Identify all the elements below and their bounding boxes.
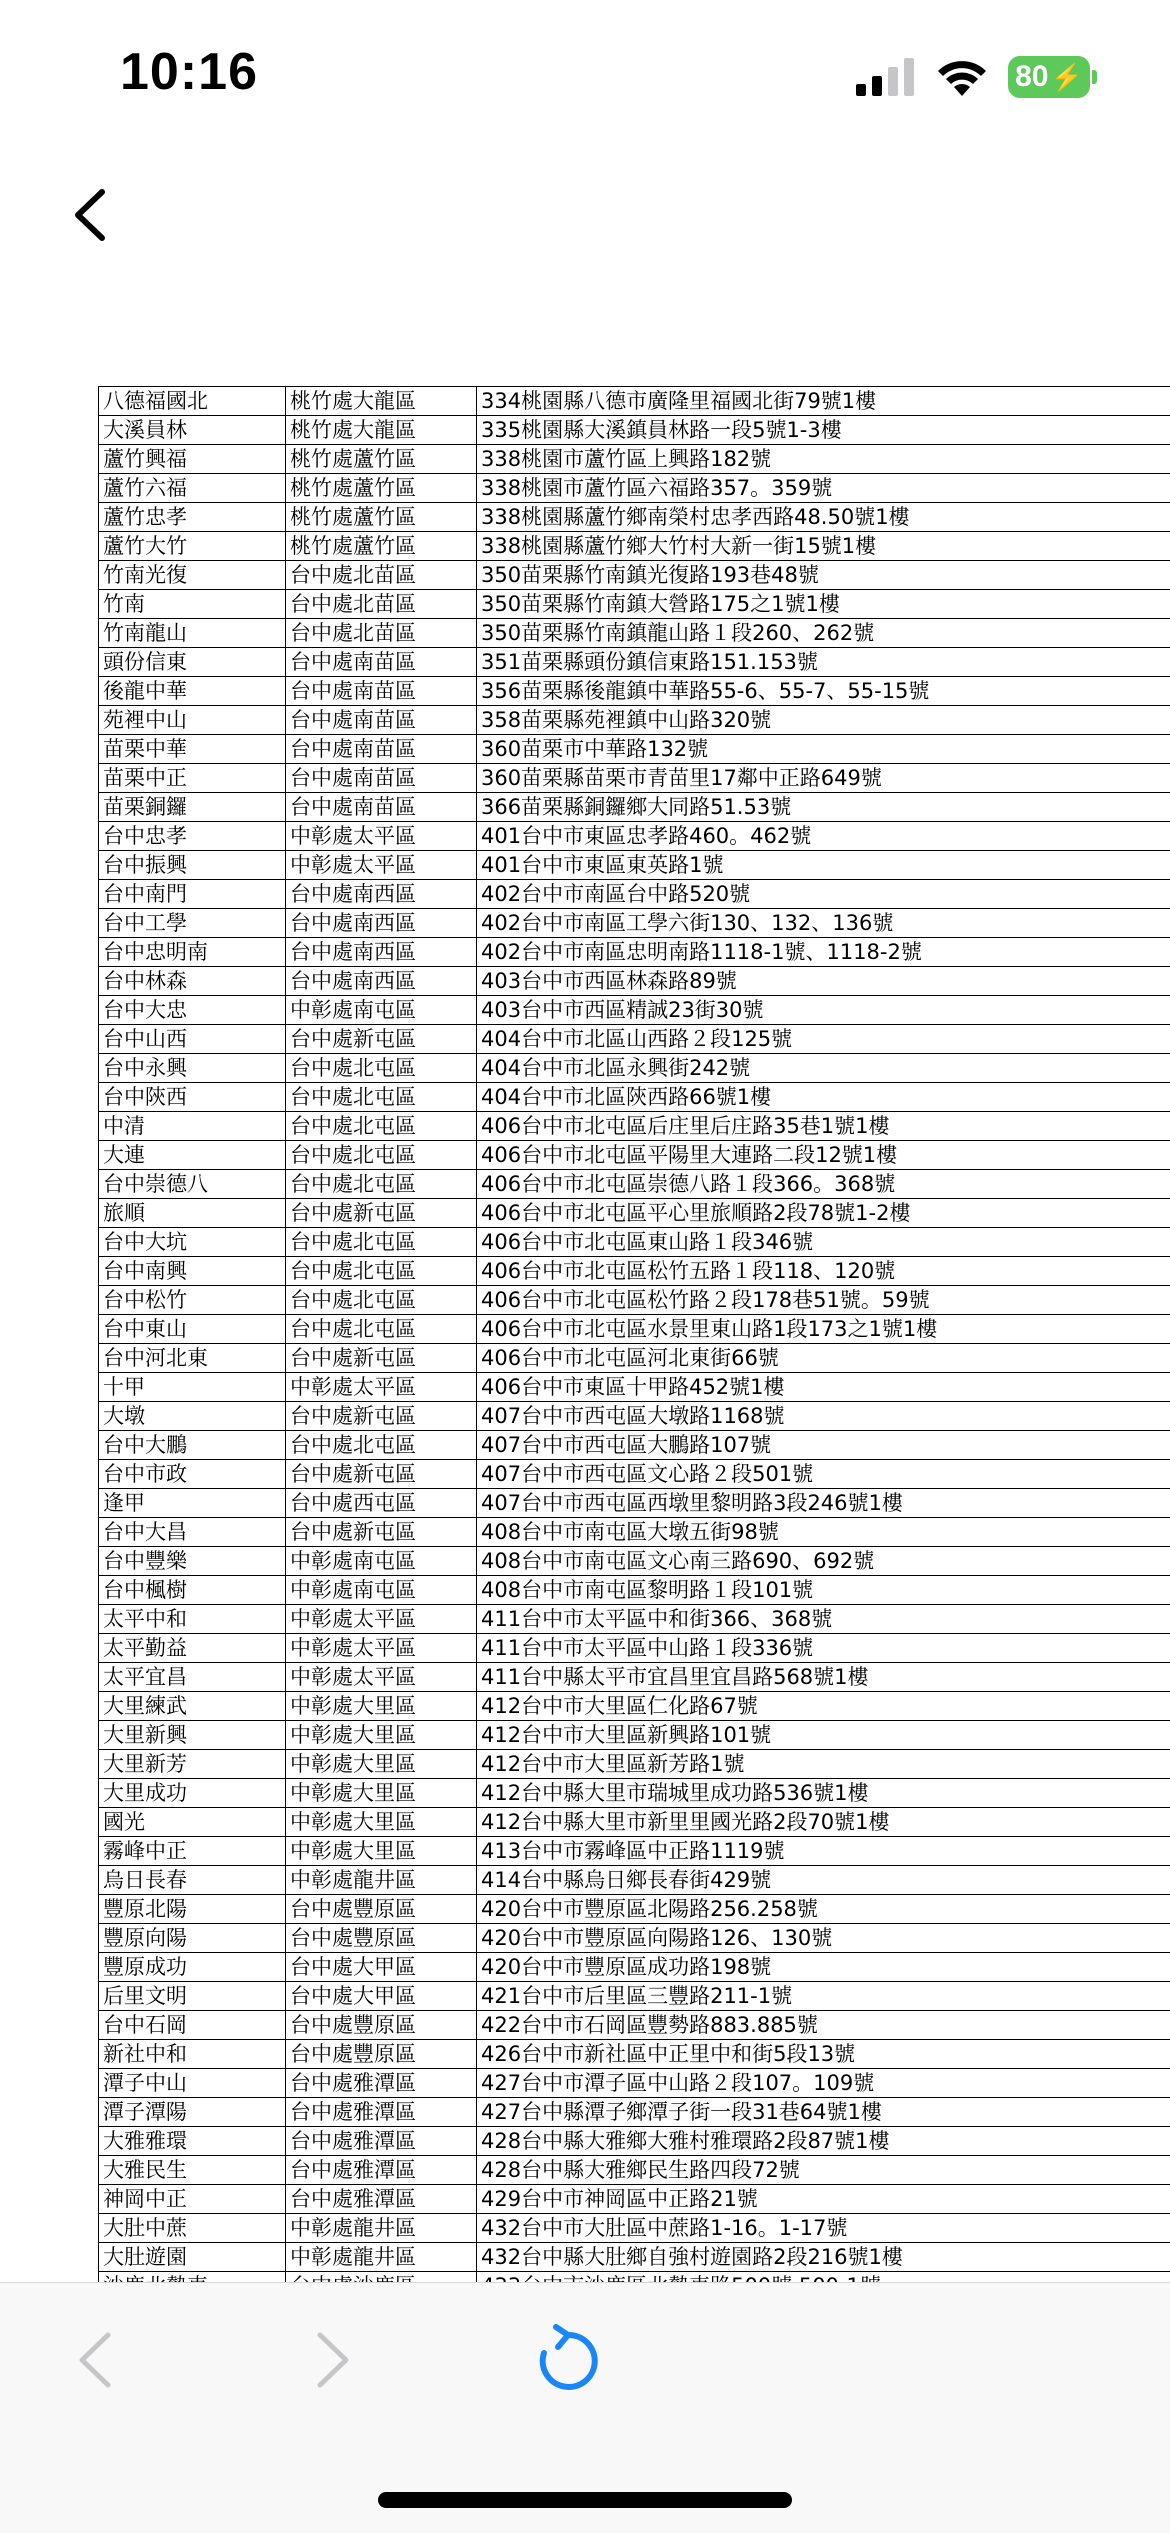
address-cell: 420台中市豐原區成功路198號	[477, 1953, 1170, 1982]
region-cell: 台中處北屯區	[286, 1170, 477, 1199]
table-row	[99, 1373, 1170, 1402]
table-row	[99, 1779, 1170, 1808]
region-cell: 台中處北屯區	[286, 1112, 477, 1141]
table-row	[99, 1141, 1170, 1170]
region-cell: 台中處北屯區	[286, 1315, 477, 1344]
address-cell: 412台中市大里區新芳路1號	[477, 1750, 1170, 1779]
table-row	[99, 1721, 1170, 1750]
store-name-cell: 苗栗銅鑼	[99, 793, 286, 822]
region-cell: 台中處豐原區	[286, 1895, 477, 1924]
table-row	[99, 1112, 1170, 1141]
address-cell: 412台中市大里區新興路101號	[477, 1721, 1170, 1750]
table-row	[99, 735, 1170, 764]
address-cell: 407台中市西屯區文心路２段501號	[477, 1460, 1170, 1489]
table-row	[99, 851, 1170, 880]
region-cell: 台中處雅潭區	[286, 2069, 477, 2098]
store-name-cell: 台中河北東	[99, 1344, 286, 1373]
store-name-cell: 大溪員林	[99, 416, 286, 445]
table-row	[99, 2214, 1170, 2243]
store-name-cell: 台中大坑	[99, 1228, 286, 1257]
battery-cap	[1092, 70, 1097, 84]
region-cell: 中彰處太平區	[286, 822, 477, 851]
address-cell: 411台中縣太平市宜昌里宜昌路568號1樓	[477, 1663, 1170, 1692]
region-cell: 台中處北苗區	[286, 619, 477, 648]
table-row	[99, 1344, 1170, 1373]
region-cell: 中彰處南屯區	[286, 1547, 477, 1576]
store-name-cell: 大里成功	[99, 1779, 286, 1808]
address-cell: 411台中市太平區中山路１段336號	[477, 1634, 1170, 1663]
store-name-cell: 大肚遊園	[99, 2243, 286, 2272]
store-name-cell: 蘆竹大竹	[99, 532, 286, 561]
address-cell: 428台中縣大雅鄉民生路四段72號	[477, 2156, 1170, 2185]
region-cell: 台中處豐原區	[286, 2040, 477, 2069]
table-row	[99, 822, 1170, 851]
wifi-icon	[936, 56, 988, 96]
table-row	[99, 1431, 1170, 1460]
store-name-cell: 苑裡中山	[99, 706, 286, 735]
region-cell: 台中處新屯區	[286, 1460, 477, 1489]
address-cell: 350苗栗縣竹南鎮龍山路１段260、262號	[477, 619, 1170, 648]
table-row	[99, 1808, 1170, 1837]
store-name-cell: 大里練武	[99, 1692, 286, 1721]
region-cell: 台中處新屯區	[286, 1025, 477, 1054]
store-name-cell: 竹南光復	[99, 561, 286, 590]
store-name-cell: 台中忠孝	[99, 822, 286, 851]
store-name-cell: 台中大昌	[99, 1518, 286, 1547]
table-row	[99, 1286, 1170, 1315]
store-name-cell: 中清	[99, 1112, 286, 1141]
store-name-cell: 大雅雅環	[99, 2127, 286, 2156]
address-cell: 404台中市北區陝西路66號1樓	[477, 1083, 1170, 1112]
store-name-cell: 新社中和	[99, 2040, 286, 2069]
table-row	[99, 2127, 1170, 2156]
region-cell: 中彰處大里區	[286, 1837, 477, 1866]
table-row	[99, 503, 1170, 532]
region-cell: 中彰處龍井區	[286, 2243, 477, 2272]
region-cell: 台中處南西區	[286, 967, 477, 996]
region-cell: 台中處雅潭區	[286, 2156, 477, 2185]
table-row	[99, 2011, 1170, 2040]
store-name-cell: 台中楓樹	[99, 1576, 286, 1605]
address-cell: 360苗栗市中華路132號	[477, 735, 1170, 764]
document-page[interactable]	[98, 386, 1170, 2301]
region-cell: 台中處大甲區	[286, 1953, 477, 1982]
region-cell: 中彰處太平區	[286, 1373, 477, 1402]
table-row	[99, 2098, 1170, 2127]
region-cell: 台中處西屯區	[286, 1489, 477, 1518]
table-row	[99, 1257, 1170, 1286]
store-name-cell: 台中工學	[99, 909, 286, 938]
table-row	[99, 764, 1170, 793]
region-cell: 中彰處太平區	[286, 1663, 477, 1692]
store-name-cell: 十甲	[99, 1373, 286, 1402]
region-cell: 台中處南苗區	[286, 648, 477, 677]
region-cell: 中彰處南屯區	[286, 996, 477, 1025]
region-cell: 中彰處大里區	[286, 1721, 477, 1750]
address-cell: 402台中市南區工學六街130、132、136號	[477, 909, 1170, 938]
table-row	[99, 2156, 1170, 2185]
address-cell: 401台中市東區東英路1號	[477, 851, 1170, 880]
region-cell: 桃竹處蘆竹區	[286, 532, 477, 561]
store-name-cell: 豐原北陽	[99, 1895, 286, 1924]
address-cell: 406台中市北屯區平陽里大連路二段12號1樓	[477, 1141, 1170, 1170]
table-row	[99, 532, 1170, 561]
address-cell: 338桃園市蘆竹區六福路357。359號	[477, 474, 1170, 503]
store-name-cell: 竹南	[99, 590, 286, 619]
address-cell: 408台中市南屯區文心南三路690、692號	[477, 1547, 1170, 1576]
store-name-cell: 旅順	[99, 1199, 286, 1228]
address-cell: 403台中市西區林森路89號	[477, 967, 1170, 996]
store-name-cell: 苗栗中華	[99, 735, 286, 764]
address-cell: 406台中市北屯區河北東街66號	[477, 1344, 1170, 1373]
address-cell: 407台中市西屯區大墩路1168號	[477, 1402, 1170, 1431]
store-name-cell: 台中崇德八	[99, 1170, 286, 1199]
table-row	[99, 1228, 1170, 1257]
table-row	[99, 1605, 1170, 1634]
region-cell: 台中處新屯區	[286, 1344, 477, 1373]
store-name-cell: 烏日長春	[99, 1866, 286, 1895]
store-name-cell: 台中振興	[99, 851, 286, 880]
region-cell: 台中處豐原區	[286, 2011, 477, 2040]
store-name-cell: 台中陝西	[99, 1083, 286, 1112]
table-row	[99, 1199, 1170, 1228]
region-cell: 台中處北屯區	[286, 1431, 477, 1460]
reload-button[interactable]	[530, 2323, 606, 2399]
table-row	[99, 474, 1170, 503]
address-cell: 338桃園縣蘆竹鄉南榮村忠孝西路48.50號1樓	[477, 503, 1170, 532]
table-row	[99, 1083, 1170, 1112]
table-row	[99, 1576, 1170, 1605]
store-name-cell: 神岡中正	[99, 2185, 286, 2214]
store-name-cell: 台中松竹	[99, 1286, 286, 1315]
region-cell: 台中處新屯區	[286, 1199, 477, 1228]
address-cell: 407台中市西屯區大鵬路107號	[477, 1431, 1170, 1460]
store-name-cell: 八德福國北	[99, 387, 286, 416]
region-cell: 台中處豐原區	[286, 1924, 477, 1953]
region-cell: 台中處雅潭區	[286, 2127, 477, 2156]
address-cell: 412台中市大里區仁化路67號	[477, 1692, 1170, 1721]
store-name-cell: 台中永興	[99, 1054, 286, 1083]
table-row	[99, 1170, 1170, 1199]
region-cell: 台中處北屯區	[286, 1228, 477, 1257]
address-cell: 406台中市東區十甲路452號1樓	[477, 1373, 1170, 1402]
store-name-cell: 台中東山	[99, 1315, 286, 1344]
address-cell: 350苗栗縣竹南鎮光復路193巷48號	[477, 561, 1170, 590]
table-row	[99, 1402, 1170, 1431]
store-name-cell: 豐原成功	[99, 1953, 286, 1982]
address-cell: 350苗栗縣竹南鎮大營路175之1號1樓	[477, 590, 1170, 619]
store-name-cell: 台中南興	[99, 1257, 286, 1286]
table-row	[99, 2185, 1170, 2214]
region-cell: 台中處新屯區	[286, 1402, 477, 1431]
region-cell: 台中處南苗區	[286, 706, 477, 735]
region-cell: 台中處雅潭區	[286, 2098, 477, 2127]
region-cell: 台中處北屯區	[286, 1286, 477, 1315]
region-cell: 中彰處南屯區	[286, 1576, 477, 1605]
table-row	[99, 1953, 1170, 1982]
address-cell: 428台中縣大雅鄉大雅村雅環路2段87號1樓	[477, 2127, 1170, 2156]
address-cell: 432台中縣大肚鄉自強村遊園路2段216號1樓	[477, 2243, 1170, 2272]
store-name-cell: 蘆竹興福	[99, 445, 286, 474]
status-time: 10:16	[120, 42, 258, 102]
address-cell: 402台中市南區台中路520號	[477, 880, 1170, 909]
region-cell: 台中處南苗區	[286, 764, 477, 793]
address-cell: 334桃園縣八德市廣隆里福國北街79號1樓	[477, 387, 1170, 416]
table-row	[99, 938, 1170, 967]
store-name-cell: 台中豐樂	[99, 1547, 286, 1576]
address-cell: 421台中市后里區三豐路211-1號	[477, 1982, 1170, 2011]
store-name-cell: 霧峰中正	[99, 1837, 286, 1866]
store-name-cell: 大肚中蔗	[99, 2214, 286, 2243]
address-cell: 412台中縣大里市新里里國光路2段70號1樓	[477, 1808, 1170, 1837]
store-name-cell: 台中大忠	[99, 996, 286, 1025]
table-row	[99, 706, 1170, 735]
address-cell: 338桃園市蘆竹區上興路182號	[477, 445, 1170, 474]
address-cell: 414台中縣烏日鄉長春街429號	[477, 1866, 1170, 1895]
region-cell: 台中處南西區	[286, 909, 477, 938]
store-name-cell: 國光	[99, 1808, 286, 1837]
address-cell: 406台中市北屯區平心里旅順路2段78號1-2樓	[477, 1199, 1170, 1228]
table-row	[99, 996, 1170, 1025]
store-name-cell: 台中大鵬	[99, 1431, 286, 1460]
store-name-cell: 台中市政	[99, 1460, 286, 1489]
address-cell: 406台中市北屯區松竹路２段178巷51號。59號	[477, 1286, 1170, 1315]
store-table	[98, 386, 1170, 2301]
region-cell: 台中處南苗區	[286, 793, 477, 822]
store-name-cell: 潭子中山	[99, 2069, 286, 2098]
region-cell: 桃竹處大龍區	[286, 416, 477, 445]
store-name-cell: 大里新芳	[99, 1750, 286, 1779]
table-row	[99, 445, 1170, 474]
region-cell: 台中處北屯區	[286, 1141, 477, 1170]
store-name-cell: 大雅民生	[99, 2156, 286, 2185]
region-cell: 台中處北苗區	[286, 590, 477, 619]
address-cell: 411台中市太平區中和街366、368號	[477, 1605, 1170, 1634]
address-cell: 404台中市北區山西路２段125號	[477, 1025, 1170, 1054]
store-name-cell: 后里文明	[99, 1982, 286, 2011]
region-cell: 中彰處太平區	[286, 851, 477, 880]
store-name-cell: 大墩	[99, 1402, 286, 1431]
table-row	[99, 590, 1170, 619]
address-cell: 406台中市北屯區后庄里后庄路35巷1號1樓	[477, 1112, 1170, 1141]
table-row	[99, 1895, 1170, 1924]
address-cell: 366苗栗縣銅鑼鄉大同路51.53號	[477, 793, 1170, 822]
region-cell: 桃竹處大龍區	[286, 387, 477, 416]
store-name-cell: 台中山西	[99, 1025, 286, 1054]
address-cell: 360苗栗縣苗栗市青苗里17鄰中正路649號	[477, 764, 1170, 793]
region-cell: 中彰處大里區	[286, 1692, 477, 1721]
table-row	[99, 2069, 1170, 2098]
table-row	[99, 561, 1170, 590]
address-cell: 406台中市北屯區崇德八路１段366。368號	[477, 1170, 1170, 1199]
region-cell: 中彰處龍井區	[286, 1866, 477, 1895]
store-name-cell: 豐原向陽	[99, 1924, 286, 1953]
region-cell: 台中處南西區	[286, 938, 477, 967]
region-cell: 中彰處大里區	[286, 1750, 477, 1779]
region-cell: 台中處大甲區	[286, 1982, 477, 2011]
table-row	[99, 1663, 1170, 1692]
address-cell: 338桃園縣蘆竹鄉大竹村大新一街15號1樓	[477, 532, 1170, 561]
store-name-cell: 大里新興	[99, 1721, 286, 1750]
address-cell: 426台中市新社區中正里中和街5段13號	[477, 2040, 1170, 2069]
address-cell: 403台中市西區精誠23街30號	[477, 996, 1170, 1025]
store-name-cell: 台中忠明南	[99, 938, 286, 967]
region-cell: 中彰處大里區	[286, 1779, 477, 1808]
battery-icon: 80 ⚡	[1008, 56, 1090, 98]
region-cell: 桃竹處蘆竹區	[286, 445, 477, 474]
store-name-cell: 潭子潭陽	[99, 2098, 286, 2127]
address-cell: 406台中市北屯區松竹五路１段118、120號	[477, 1257, 1170, 1286]
address-cell: 413台中市霧峰區中正路1119號	[477, 1837, 1170, 1866]
table-row	[99, 2243, 1170, 2272]
store-name-cell: 蘆竹六福	[99, 474, 286, 503]
table-row	[99, 619, 1170, 648]
address-cell: 402台中市南區忠明南路1118-1號、1118-2號	[477, 938, 1170, 967]
table-row	[99, 1025, 1170, 1054]
back-button[interactable]	[60, 180, 120, 250]
table-row	[99, 1924, 1170, 1953]
address-cell: 408台中市南屯區黎明路１段101號	[477, 1576, 1170, 1605]
store-name-cell: 逢甲	[99, 1489, 286, 1518]
home-indicator[interactable]	[378, 2492, 792, 2508]
table-row	[99, 1866, 1170, 1895]
store-name-cell: 台中石岡	[99, 2011, 286, 2040]
table-row	[99, 648, 1170, 677]
address-cell: 401台中市東區忠孝路460。462號	[477, 822, 1170, 851]
status-bar	[0, 0, 1170, 150]
address-cell: 404台中市北區永興街242號	[477, 1054, 1170, 1083]
table-row	[99, 1692, 1170, 1721]
region-cell: 台中處北苗區	[286, 561, 477, 590]
address-cell: 429台中市神岡區中正路21號	[477, 2185, 1170, 2214]
address-cell: 422台中市石岡區豐勢路883.885號	[477, 2011, 1170, 2040]
browser-forward-button[interactable]	[308, 2325, 358, 2395]
region-cell: 中彰處太平區	[286, 1605, 477, 1634]
region-cell: 台中處北屯區	[286, 1054, 477, 1083]
address-cell: 407台中市西屯區西墩里黎明路3段246號1樓	[477, 1489, 1170, 1518]
store-name-cell: 頭份信東	[99, 648, 286, 677]
address-cell: 406台中市北屯區東山路１段346號	[477, 1228, 1170, 1257]
table-body	[99, 387, 1170, 2301]
store-name-cell: 蘆竹忠孝	[99, 503, 286, 532]
address-cell: 406台中市北屯區水景里東山路1段173之1號1樓	[477, 1315, 1170, 1344]
region-cell: 桃竹處蘆竹區	[286, 474, 477, 503]
table-row	[99, 1054, 1170, 1083]
table-row	[99, 793, 1170, 822]
address-cell: 335桃園縣大溪鎮員林路一段5號1-3樓	[477, 416, 1170, 445]
store-name-cell: 竹南龍山	[99, 619, 286, 648]
store-name-cell: 太平勤益	[99, 1634, 286, 1663]
table-row	[99, 909, 1170, 938]
table-row	[99, 1634, 1170, 1663]
address-cell: 427台中市潭子區中山路２段107。109號	[477, 2069, 1170, 2098]
store-name-cell: 台中南門	[99, 880, 286, 909]
table-row	[99, 2040, 1170, 2069]
table-row	[99, 1460, 1170, 1489]
store-name-cell: 大連	[99, 1141, 286, 1170]
table-row	[99, 1837, 1170, 1866]
region-cell: 台中處新屯區	[286, 1518, 477, 1547]
region-cell: 台中處南西區	[286, 880, 477, 909]
region-cell: 台中處南苗區	[286, 735, 477, 764]
store-name-cell: 苗栗中正	[99, 764, 286, 793]
table-row	[99, 416, 1170, 445]
table-row	[99, 1315, 1170, 1344]
table-row	[99, 967, 1170, 996]
table-row	[99, 387, 1170, 416]
address-cell: 427台中縣潭子鄉潭子街一段31巷64號1樓	[477, 2098, 1170, 2127]
address-cell: 420台中市豐原區北陽路256.258號	[477, 1895, 1170, 1924]
store-name-cell: 後龍中華	[99, 677, 286, 706]
table-row	[99, 880, 1170, 909]
table-row	[99, 1547, 1170, 1576]
table-row	[99, 1489, 1170, 1518]
browser-back-button[interactable]	[70, 2325, 120, 2395]
address-cell: 432台中市大肚區中蔗路1-16。1-17號	[477, 2214, 1170, 2243]
address-cell: 412台中縣大里市瑞城里成功路536號1樓	[477, 1779, 1170, 1808]
address-cell: 408台中市南屯區大墩五街98號	[477, 1518, 1170, 1547]
region-cell: 中彰處大里區	[286, 1808, 477, 1837]
address-cell: 356苗栗縣後龍鎮中華路55-6、55-7、55-15號	[477, 677, 1170, 706]
region-cell: 桃竹處蘆竹區	[286, 503, 477, 532]
table-row	[99, 677, 1170, 706]
store-name-cell: 台中林森	[99, 967, 286, 996]
region-cell: 台中處北屯區	[286, 1257, 477, 1286]
region-cell: 中彰處龍井區	[286, 2214, 477, 2243]
address-cell: 351苗栗縣頭份鎮信東路151.153號	[477, 648, 1170, 677]
store-name-cell: 太平宜昌	[99, 1663, 286, 1692]
region-cell: 中彰處太平區	[286, 1634, 477, 1663]
table-row	[99, 1982, 1170, 2011]
address-cell: 420台中市豐原區向陽路126、130號	[477, 1924, 1170, 1953]
region-cell: 台中處南苗區	[286, 677, 477, 706]
store-name-cell: 太平中和	[99, 1605, 286, 1634]
address-cell: 358苗栗縣苑裡鎮中山路320號	[477, 706, 1170, 735]
region-cell: 台中處北屯區	[286, 1083, 477, 1112]
table-row	[99, 1518, 1170, 1547]
table-row	[99, 1750, 1170, 1779]
cellular-signal-icon	[856, 58, 918, 96]
battery-level: 80	[1015, 60, 1048, 94]
region-cell: 台中處雅潭區	[286, 2185, 477, 2214]
